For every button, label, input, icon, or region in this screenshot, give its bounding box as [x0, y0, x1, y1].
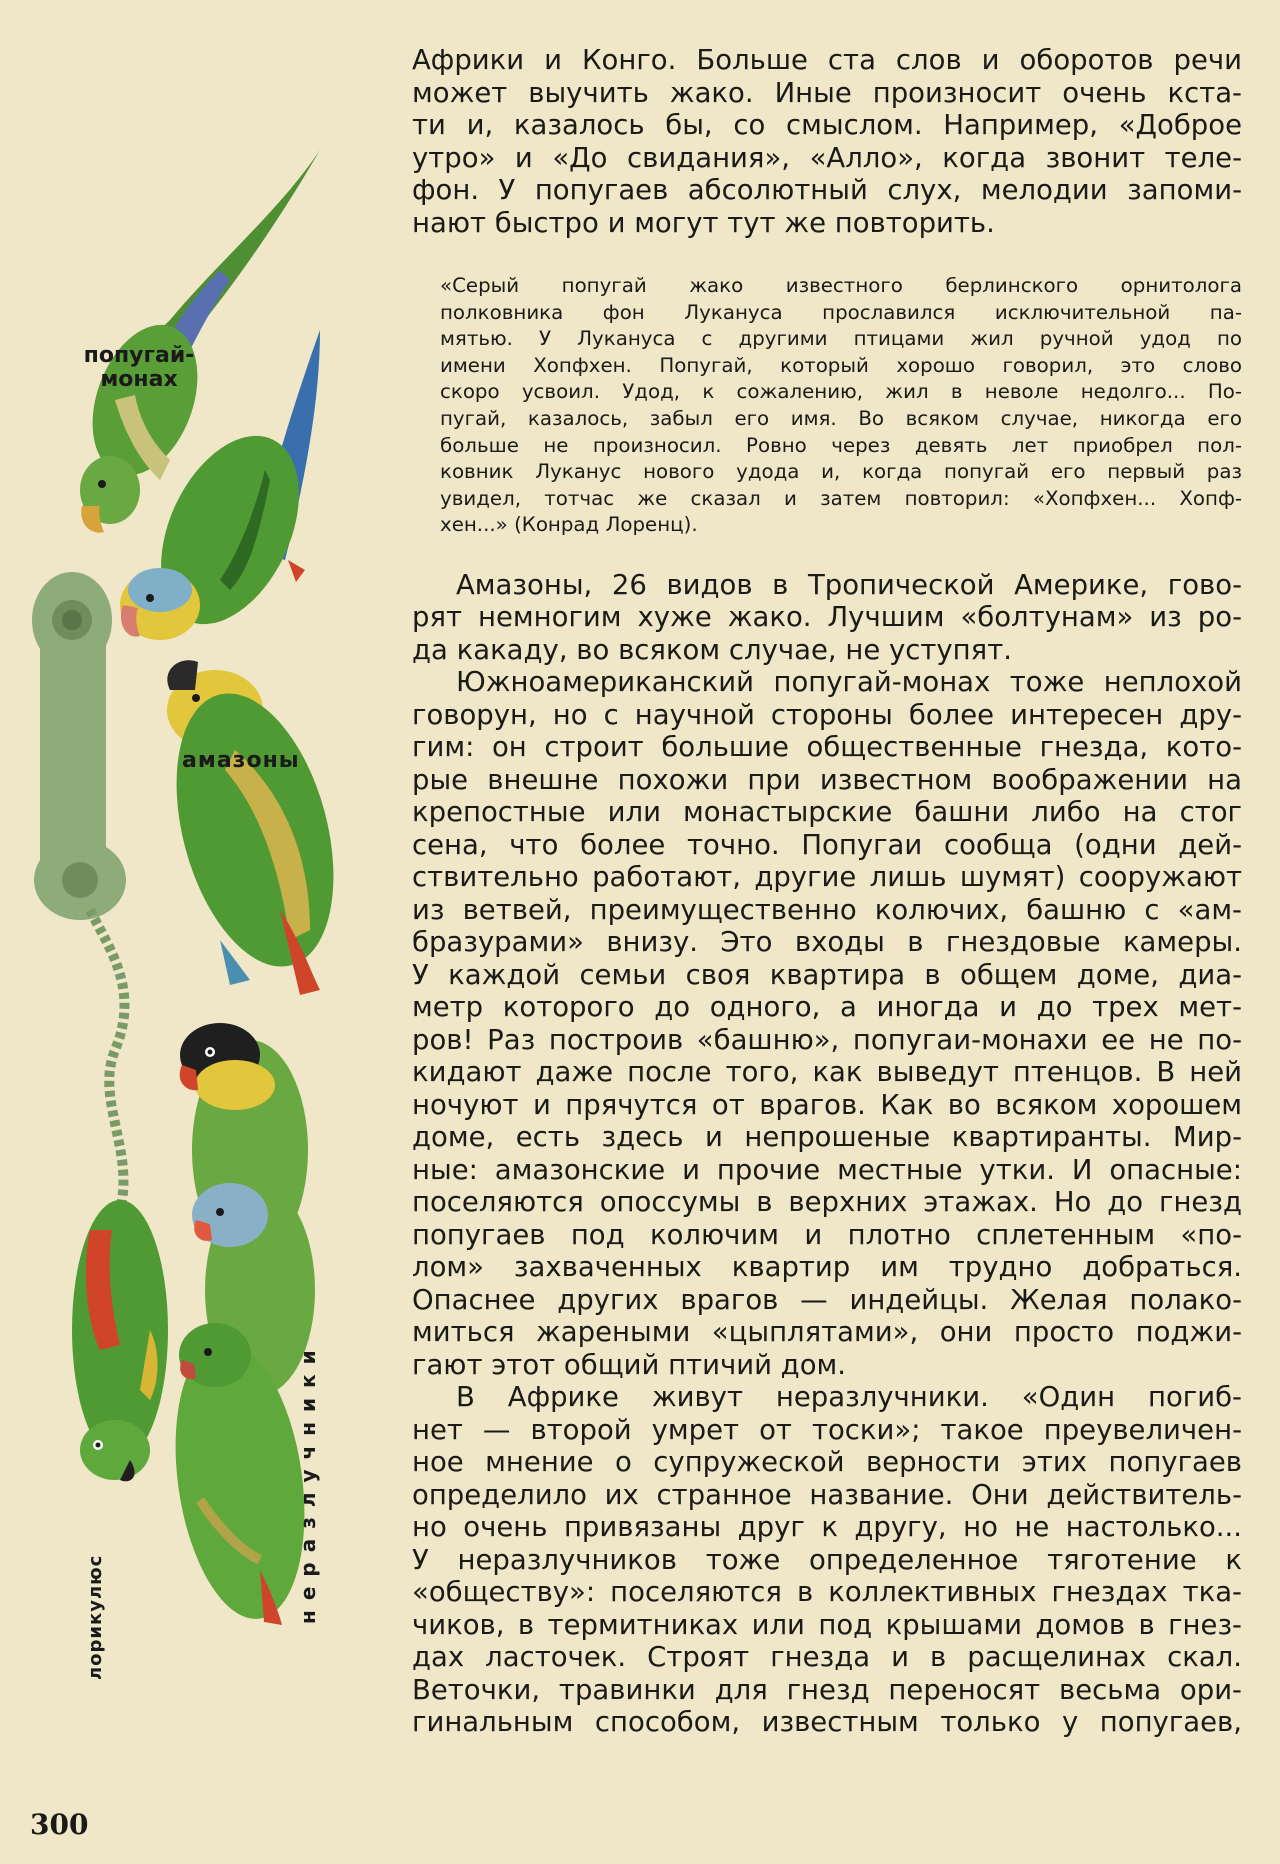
text-line: В Африке живут неразлучники. «Один погиб-	[456, 1381, 1242, 1414]
quote-line: мятью. У Луканусa с другими птицами жил ручной удод по	[440, 327, 1242, 351]
label-monk-line1: попугай-	[83, 343, 195, 368]
label-amazons: амазоны	[182, 748, 300, 773]
paragraph-2	[412, 569, 1242, 667]
page-number: 300	[30, 1808, 89, 1841]
text-line: ное мнение о супружеской верности этих попугаев	[412, 1446, 1242, 1479]
quote-block	[412, 273, 1242, 539]
text-line: бразурами» внизу. Это входы в гнездовые камеры.	[412, 926, 1242, 959]
lorikeet	[72, 1200, 168, 1481]
text-line: нают быстро и могут тут же повторить.	[412, 206, 995, 239]
text-line: но очень привязаны друг к другу, но не настолько...	[412, 1511, 1242, 1544]
paragraph-1	[412, 44, 1242, 239]
text-line: рят немногим хуже жако. Лучшим «болтунам» из ро-	[412, 601, 1242, 634]
amazon-parrot-large	[149, 660, 361, 995]
label-monk-line2: монах	[100, 367, 178, 392]
text-line: ночуют и прячутся от врагов. Как во всяком хорошем	[412, 1088, 1242, 1121]
text-line: говорун, но с научной стороны более интересен дру-	[412, 698, 1242, 731]
quote-line: скоро усвоил. Удод, к сожалению, жил в неволе недолго... По-	[440, 380, 1242, 404]
quote-line: пугай, казалось, забыл его имя. Во всяком случае, никогда его	[440, 406, 1242, 430]
text-line: попугаев под колючим и плотно сплетенным «по-	[412, 1218, 1242, 1251]
paragraph-4	[412, 1381, 1242, 1739]
text-line: метр которого до одного, а иногда и до трех мет-	[412, 991, 1242, 1024]
text-line: нет — второй умрет от тоски»; такое преувеличен-	[412, 1413, 1242, 1446]
text-line: кидают даже после того, как выведут птенцов. В ней	[412, 1056, 1242, 1089]
text-line: гим: он строит большие общественные гнезда, кото-	[412, 731, 1242, 764]
quote-line: «Серый попугай жако известного берлинского орнитолога	[440, 274, 1242, 297]
label-lorikeet: лорикулюс	[85, 1554, 106, 1680]
paragraph-3	[412, 666, 1242, 1381]
quote-line: ковник Луканус нового удода и, когда попугай его первый раз	[440, 460, 1242, 484]
text-line: дах ласточек. Строят гнезда и в расщелинах скал.	[412, 1641, 1242, 1674]
text-line: гинальным способом, известным только у попугаев,	[412, 1706, 1242, 1739]
text-line: Веточки, травинки для гнезд переносят весьма ори-	[412, 1673, 1242, 1706]
text-line: гают этот общий птичий дом.	[412, 1348, 847, 1381]
text-line: чиков, в термитниках или под крышами домов в гнез-	[412, 1608, 1242, 1641]
text-line: У неразлучников тоже определенное тяготение к	[412, 1543, 1242, 1576]
text-line: ров! Раз построив «башню», попугаи-монахи ее не по-	[412, 1023, 1242, 1056]
label-monk-parakeet	[64, 344, 214, 392]
text-line: утро» и «До свидания», «Алло», когда звонит теле-	[412, 141, 1242, 174]
label-lovebirds: неразлучники	[296, 1340, 320, 1624]
text-line: ти и, казалось бы, со смыслом. Например, «Доброе	[412, 109, 1242, 141]
text-line: крепостные или монастырские башни либо на стог	[412, 796, 1242, 829]
text-line: фон. У попугаев абсолютный слух, мелодии запоми-	[412, 174, 1242, 206]
quote-line: полковника фон Лукануса прославился исключительной па-	[440, 300, 1242, 324]
text-line: ные: амазонские и прочие местные утки. И опасные:	[412, 1153, 1242, 1186]
quote-line: больше не произносил. Ровно через девять лет приобрел пол-	[440, 433, 1242, 457]
text-line: определило их странное название. Они действитель-	[412, 1478, 1242, 1511]
text-line: сена, что более точно. Попугаи сообща (одни дей-	[412, 828, 1242, 861]
text-line: да какаду, во всяком случае, не уступят.	[412, 633, 1012, 666]
text-line: лом» захваченных квартир им трудно добраться.	[412, 1251, 1242, 1284]
text-line: Амазоны, 26 видов в Тропической Америке, гово-	[456, 568, 1242, 601]
text-line: ствительно работают, другие лишь шумят) сооружают	[412, 861, 1242, 894]
text-line: У каждой семьи своя квартира в общем доме, диа-	[412, 958, 1242, 991]
text-line: рые внешне похожи при известном воображении на	[412, 763, 1242, 796]
quote-line: имени Хопфхен. Попугай, который хорошо говорил, это слово	[440, 353, 1242, 377]
text-line: поселяются опоссумы в верхних этажах. Но до гнезд	[412, 1186, 1242, 1219]
text-line: Африки и Конго. Больше ста слов и оборотов речи	[412, 44, 1242, 76]
text-line: «обществу»: поселяются в коллективных гнездах тка-	[412, 1576, 1242, 1609]
text-line: доме, есть здесь и непрошеные квартиранты. Мир-	[412, 1121, 1242, 1154]
text-line: Опаснее других врагов — индейцы. Желая полако-	[412, 1283, 1242, 1316]
quote-line: увидел, тотчас же сказал и затем повторил: «Хопфхен... Хопф-	[440, 486, 1242, 510]
text-line: из ветвей, преимущественно колючих, башню с «ам-	[412, 893, 1242, 926]
parrot-illustration	[20, 150, 400, 1790]
text-line: миться жареными «цыплятами», они просто поджи-	[412, 1316, 1242, 1349]
quote-line: хен...» (Конрад Лоренц).	[440, 513, 698, 537]
text-line: Южноамериканский попугай-монах тоже неплохой	[456, 666, 1242, 699]
text-column	[412, 44, 1242, 1739]
text-line: может выучить жако. Иные произносит очень кста-	[412, 76, 1242, 109]
